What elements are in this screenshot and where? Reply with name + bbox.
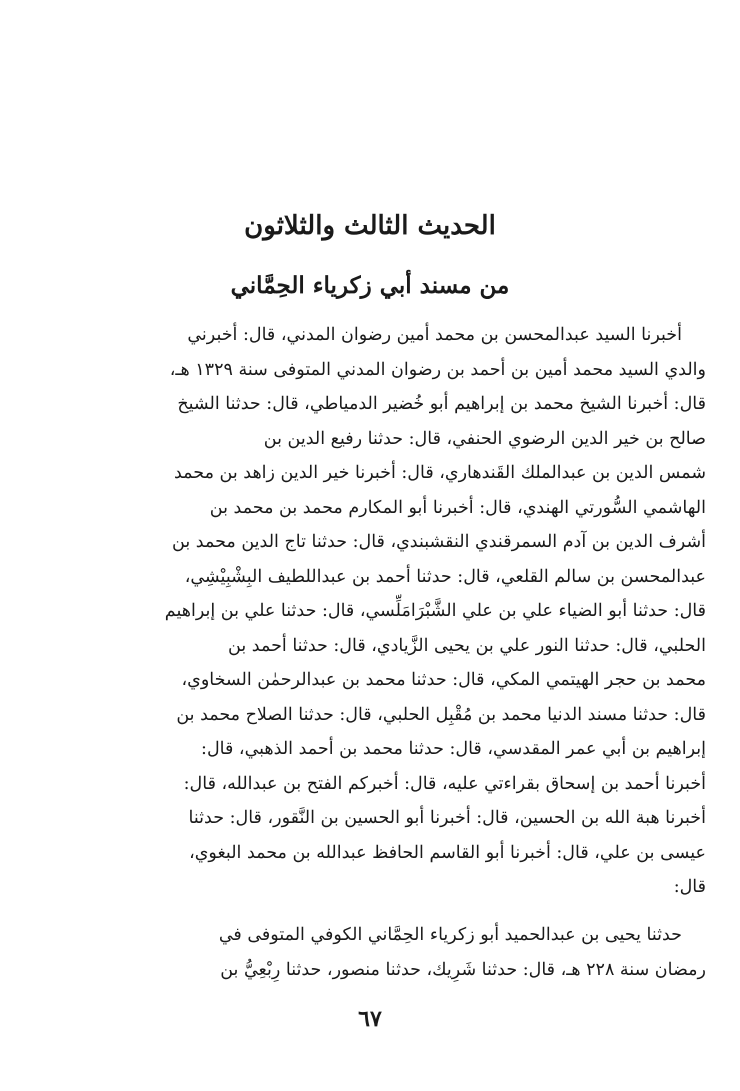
text-line: أخبرنا السيد عبدالمحسن بن محمد أمين رضوان المدني، قال: أخبرني [187,325,682,345]
text-line: حدثنا يحيى بن عبدالحميد أبو زكرياء الحِمَّاني الكوفي المتوفى في [218,925,682,945]
text-line: قال: حدثنا مسند الدنيا محمد بن مُقْبِل الحلبي، قال: حدثنا الصلاح محمد بن [176,704,706,725]
hadith-title: الحديث الثالث والثلاثون [244,211,496,241]
text-line: عيسى بن علي، قال: أخبرنا أبو القاسم الحافظ عبدالله بن محمد البغوي، [189,842,706,863]
text-line: أخبرنا أحمد بن إسحاق بقراءتي عليه، قال: أخبركم الفتح بن عبدالله، قال: [183,773,706,794]
hadith-subtitle: من مسند أبي زكرياء الحِمَّاني [230,272,510,299]
text-line: قال: حدثنا أبو الضياء علي بن علي الشَّبْرَامَلِّسي، قال: حدثنا علي بن إبراهيم [164,601,706,621]
isnad-paragraph [38,318,706,905]
text-line: محمد بن حجر الهيتمي المكي، قال: حدثنا محمد بن عبدالرحمٰن السخاوي، [181,670,706,690]
text-line: الحلبي، قال: حدثنا النور علي بن يحيى الزَّيادي، قال: حدثنا أحمد بن [228,635,706,656]
text-line: عبدالمحسن بن سالم القلعي، قال: حدثنا أحمد بن عبداللطيف البِشْبِيْشِي، [184,566,706,587]
text-line: إبراهيم بن أبي عمر المقدسي، قال: حدثنا محمد بن أحمد الذهبي، قال: [201,739,706,759]
text-line: أخبرنا هبة الله بن الحسين، قال: أخبرنا أبو الحسين بن النَّقور، قال: حدثنا [188,808,706,828]
text-line: قال: أخبرنا الشيخ محمد بن إبراهيم أبو خُضير الدمياطي، قال: حدثنا الشيخ [177,394,706,414]
text-line: شمس الدين بن عبدالملك القَندهاري، قال: أخبرنا خير الدين زاهد بن محمد [173,463,706,483]
text-line: رمضان سنة ٢٢٨ هـ، قال: حدثنا شَرِيك، حدثنا منصور، حدثنا رِبْعِيُّ بن [220,959,706,980]
hadith-paragraph [38,918,706,987]
text-line: قال: [673,877,706,897]
text-line: صالح بن خير الدين الرضوي الحنفي، قال: حدثنا رفيع الدين بن [263,428,706,449]
text-line: الهاشمي السُّورتي الهندي، قال: أخبرنا أبو المكارم محمد بن محمد بن [209,497,706,518]
text-line: أشرف الدين بن آدم السمرقندي النقشبندي، قال: حدثنا تاج الدين محمد بن [172,532,706,552]
text-line: والدي السيد محمد أمين بن أحمد بن رضوان المدني المتوفى سنة ١٣٢٩ هـ، [169,359,706,380]
page-number: ٦٧ [358,1006,382,1032]
